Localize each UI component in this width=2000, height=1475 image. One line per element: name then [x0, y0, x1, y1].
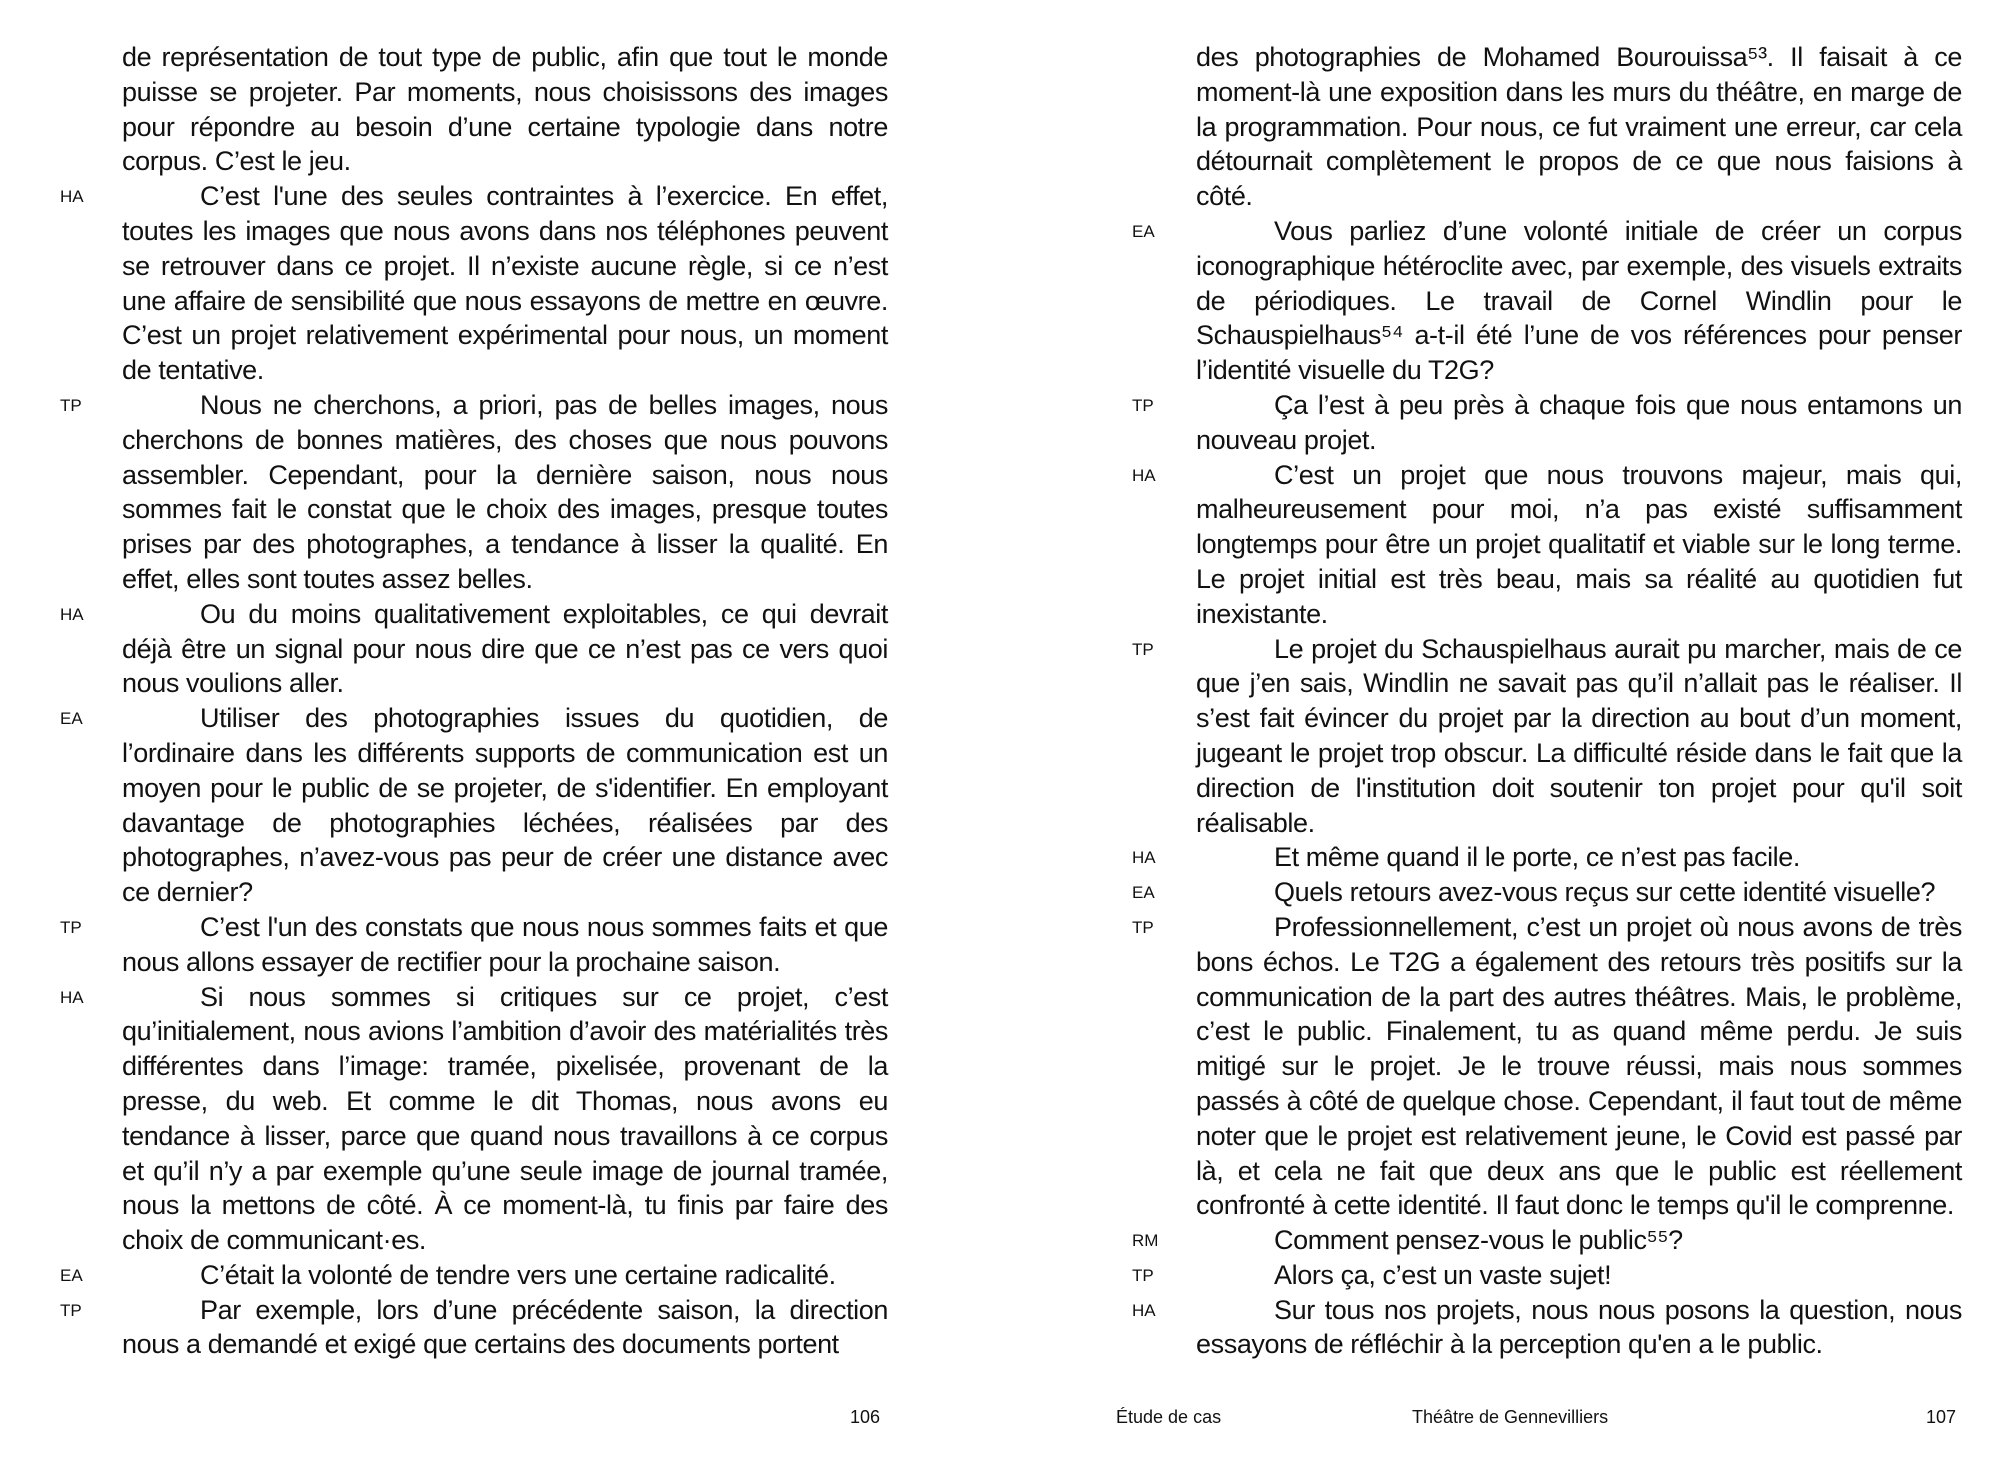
page-number: 106	[850, 1407, 881, 1427]
paragraph-text: Alors ça, c’est un vaste sujet!	[1274, 1259, 1612, 1290]
speaker-initials: TP	[60, 395, 82, 415]
paragraph-text: Sur tous nos projets, nous nous posons la question, nous essayons de réfléchir à la perception qu'en a le public.	[1196, 1294, 1962, 1360]
speaker-initials: EA	[60, 709, 83, 729]
paragraph	[1132, 458, 1962, 632]
speaker-initials: EA	[1132, 221, 1155, 241]
paragraph-text: de représentation de tout type de public, afin que tout le monde puisse se projeter. Par moments, nous choisissons des images pour répondre au besoin d’une certaine typologie dans notre corpus. C’est le jeu.	[122, 42, 888, 177]
right-text-column	[1132, 40, 1962, 1362]
paragraph	[60, 980, 888, 1258]
paragraph	[1132, 840, 1962, 875]
paragraph	[60, 597, 888, 701]
paragraph-text: C’est l'un des constats que nous nous sommes faits et que nous allons essayer de rectifier pour la prochaine saison.	[122, 911, 888, 977]
speaker-initials: EA	[60, 1265, 83, 1285]
paragraph	[60, 701, 888, 910]
speaker-initials: HA	[60, 604, 84, 624]
paragraph-text: Vous parliez d’une volonté initiale de créer un corpus iconographique hétéroclite avec, par exemple, des visuels extraits de périodiques. Le travail de Cornel Windlin pour le Schauspielhaus⁵⁴ a-t-il été l’une de vos références pour penser l’identité visuelle du T2G?	[1196, 215, 1962, 386]
paragraph	[1132, 1258, 1962, 1293]
paragraph-text: C’est l'une des seules contraintes à l’exercice. En effet, toutes les images que nous avons dans nos téléphones peuvent se retrouver dans ce projet. Il n’existe aucune règle, si ce n’est une affaire de sensibilité que nous essayons de mettre en œuvre. C’est un projet relativement expérimental pour nous, un moment de tentative.	[122, 181, 888, 386]
paragraph-text: Quels retours avez-vous reçus sur cette identité visuelle?	[1274, 877, 1936, 908]
paragraph	[1132, 1293, 1962, 1363]
paragraph-text: Nous ne cherchons, a priori, pas de belles images, nous cherchons de bonnes matières, des choses que nous pouvons assembler. Cependant, pour la dernière saison, nous nous sommes fait le constat que le choix des images, presque toutes prises par des photographes, a tendance à lisser la qualité. En effet, elles sont toutes assez belles.	[122, 389, 888, 594]
paragraph-text: Si nous sommes si critiques sur ce projet, c’est qu’initialement, nous avions l’ambition d’avoir des matérialités très différentes dans l’image: tramée, pixelisée, provenant de la presse, du web. Et comme le dit Thomas, nous avons eu tendance à lisser, parce que quand nous travaillons à ce corpus et qu’il n’y a par exemple qu’une seule image de journal tramée, nous la mettons de côté. À ce moment-là, tu finis par faire des choix de communicant·es.	[122, 981, 888, 1256]
speaker-initials: EA	[1132, 883, 1155, 903]
paragraph-text: Utiliser des photographies issues du quotidien, de l’ordinaire dans les différents supports de communication est un moyen pour le public de se projeter, de s'identifier. En employant davantage de photographies léchées, réalisées par des photographes, n’avez-vous pas peur de créer une distance avec ce dernier?	[122, 703, 888, 908]
paragraph	[60, 388, 888, 597]
paragraph-text: Comment pensez-vous le public⁵⁵?	[1274, 1225, 1683, 1256]
paragraph	[60, 179, 888, 388]
paragraph	[1132, 632, 1962, 841]
paragraph-text: des photographies de Mohamed Bourouissa⁵³. Il faisait à ce moment-là une exposition dans les murs du théâtre, en marge de la programmation. Pour nous, ce fut vraiment une erreur, car cela détournait complètement le propos de ce que nous faisions à côté.	[1196, 42, 1962, 212]
paragraph-text: Professionnellement, c’est un projet où nous avons de très bons échos. Le T2G a également des retours très positifs sur la communication de la part des autres théâtres. Mais, le problème, c’est le public. Finalement, tu as quand même perdu. Je suis mitigé sur le projet. Je le trouve réussi, mais nous sommes passés à côté de quelque chose. Cependant, il faut tout de même noter que le projet est relativement jeune, le Covid est passé par là, et cela ne fait que deux ans que le public est réellement confronté à cette identité. Il faut donc le temps qu'il le comprenne.	[1196, 911, 1962, 1221]
speaker-initials: RM	[1132, 1231, 1159, 1251]
right-page	[1000, 0, 2000, 1475]
speaker-initials: HA	[60, 987, 84, 1007]
paragraph	[1132, 875, 1962, 910]
paragraph	[60, 1293, 888, 1363]
paragraph-text: Ou du moins qualitativement exploitables, ce qui devrait déjà être un signal pour nous dire que ce n’est pas ce vers quoi nous voulions aller.	[122, 598, 888, 699]
speaker-initials: HA	[60, 187, 84, 207]
speaker-initials: TP	[1132, 917, 1154, 937]
paragraph	[60, 910, 888, 980]
paragraph	[60, 1258, 888, 1293]
paragraph-text: Le projet du Schauspielhaus aurait pu marcher, mais de ce que j’en sais, Windlin ne savait pas qu’il n’allait pas le réaliser. Il s’est fait évincer du projet par la direction au bout d’un moment, jugeant le projet trop obscur. La difficulté réside dans le fait que la direction de l'institution doit soutenir ton projet pour qu'il soit réalisable.	[1196, 633, 1962, 838]
speaker-initials: HA	[1132, 1300, 1156, 1320]
speaker-initials: TP	[60, 1300, 82, 1320]
paragraph	[1196, 40, 1962, 214]
paragraph	[1132, 214, 1962, 388]
running-header-section: Étude de cas	[1116, 1407, 1222, 1427]
page-number: 107	[1926, 1407, 1957, 1427]
paragraph	[1132, 910, 1962, 1223]
speaker-initials: HA	[1132, 465, 1156, 485]
paragraph-text: Et même quand il le porte, ce n’est pas facile.	[1274, 842, 1800, 873]
paragraph	[1132, 388, 1962, 458]
left-text-column	[60, 40, 888, 1362]
speaker-initials: HA	[1132, 848, 1156, 868]
running-header-title: Théâtre de Gennevilliers	[1412, 1407, 1609, 1427]
paragraph-text: C’est un projet que nous trouvons majeur, mais qui, malheureusement pour moi, n’a pas existé suffisamment longtemps pour être un projet qualitatif et viable sur le long terme. Le projet initial est très beau, mais sa réalité au quotidien fut inexistante.	[1196, 459, 1962, 629]
paragraph	[122, 40, 888, 179]
paragraph	[1132, 1223, 1962, 1258]
speaker-initials: TP	[1132, 395, 1154, 415]
paragraph-text: Ça l’est à peu près à chaque fois que nous entamons un nouveau projet.	[1196, 389, 1962, 455]
speaker-initials: TP	[1132, 639, 1154, 659]
paragraph-text: C’était la volonté de tendre vers une certaine radicalité.	[200, 1259, 836, 1290]
speaker-initials: TP	[1132, 1265, 1154, 1285]
paragraph-text: Par exemple, lors d’une précédente saison, la direction nous a demandé et exigé que certains des documents portent	[122, 1294, 888, 1360]
speaker-initials: TP	[60, 917, 82, 937]
